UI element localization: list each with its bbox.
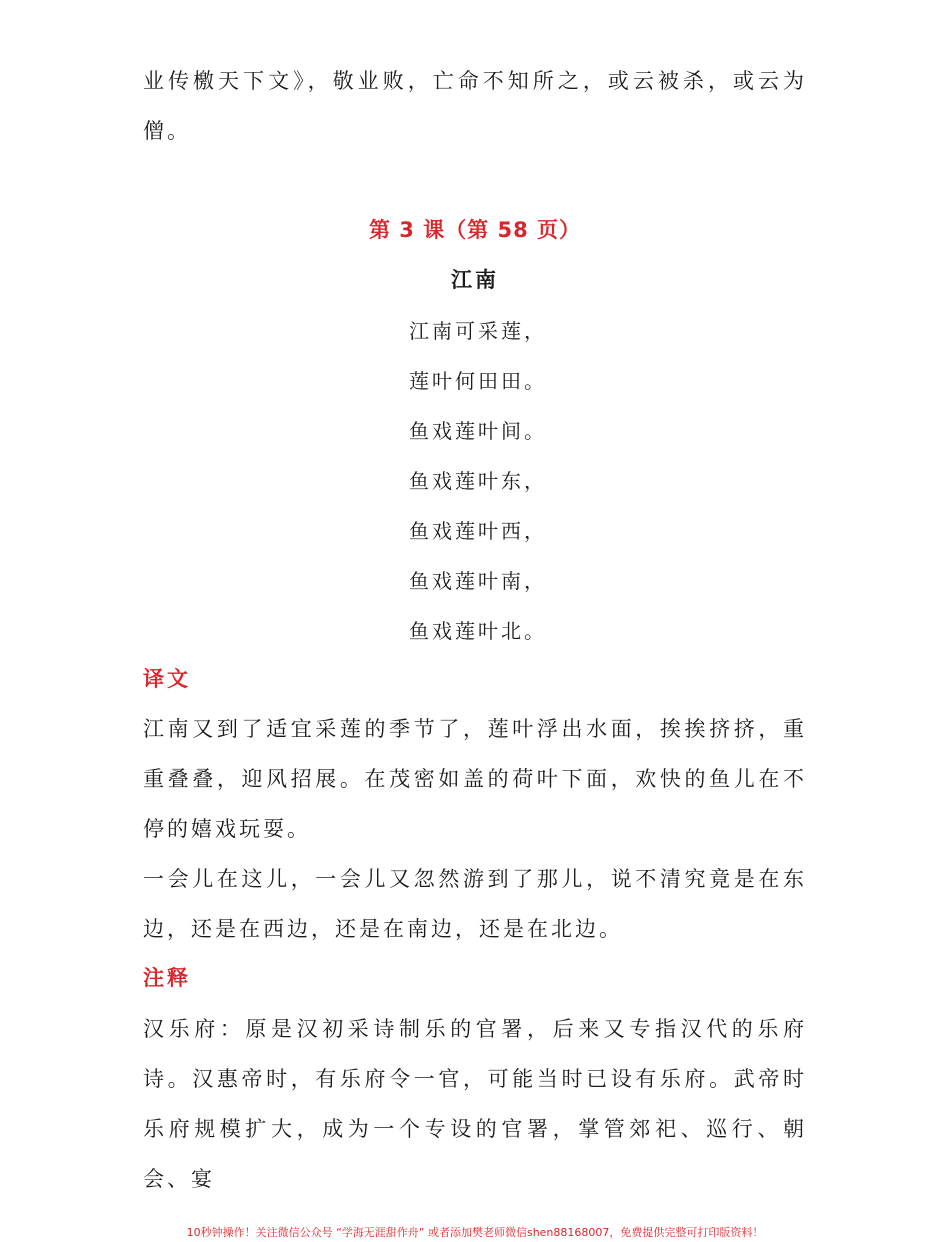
poem-line: 鱼戏莲叶间。 (409, 419, 547, 443)
poem-line: 鱼戏莲叶西， (409, 519, 547, 543)
intro-paragraph: 业传檄天下文》，敬业败，亡命不知所之，或云被杀，或云为僧。 (143, 69, 807, 143)
poem-line: 鱼戏莲叶北。 (409, 619, 547, 643)
poem-title: 江南 (451, 267, 499, 292)
lesson-heading: 第 3 课（第 58 页） (368, 218, 582, 242)
poem-line: 江南可采莲， (409, 319, 547, 343)
poem-line: 鱼戏莲叶南， (409, 569, 547, 593)
poem-body (0, 306, 950, 656)
poem-line: 莲叶何田田。 (409, 369, 547, 393)
translation-paragraph: 一会儿在这儿，一会儿又忽然游到了那儿，说不清究竟是在东边，还是在西边，还是在南边，还是在北边。 (143, 867, 807, 941)
poem-line: 鱼戏莲叶东， (409, 469, 547, 493)
promo-footer: 10秒钟操作！关注微信公众号 “学海无涯甜作舟” 或者添加樊老师微信shen88168007，免费提供完整可打印版资料！ (186, 1226, 764, 1239)
notes-heading: 注释 (143, 965, 191, 990)
notes-paragraph: 汉乐府：原是汉初采诗制乐的官署，后来又专指汉代的乐府诗。汉惠帝时，有乐府令一官，可能当时已设有乐府。武帝时乐府规模扩大，成为一个专设的官署，掌管郊祀、巡行、朝会、宴 (143, 1017, 807, 1191)
translation-heading: 译文 (143, 666, 191, 691)
translation-paragraph: 江南又到了适宜采莲的季节了，莲叶浮出水面，挨挨挤挤，重重叠叠，迎风招展。在茂密如盖的荷叶下面，欢快的鱼儿在不停的嬉戏玩耍。 (143, 717, 807, 841)
